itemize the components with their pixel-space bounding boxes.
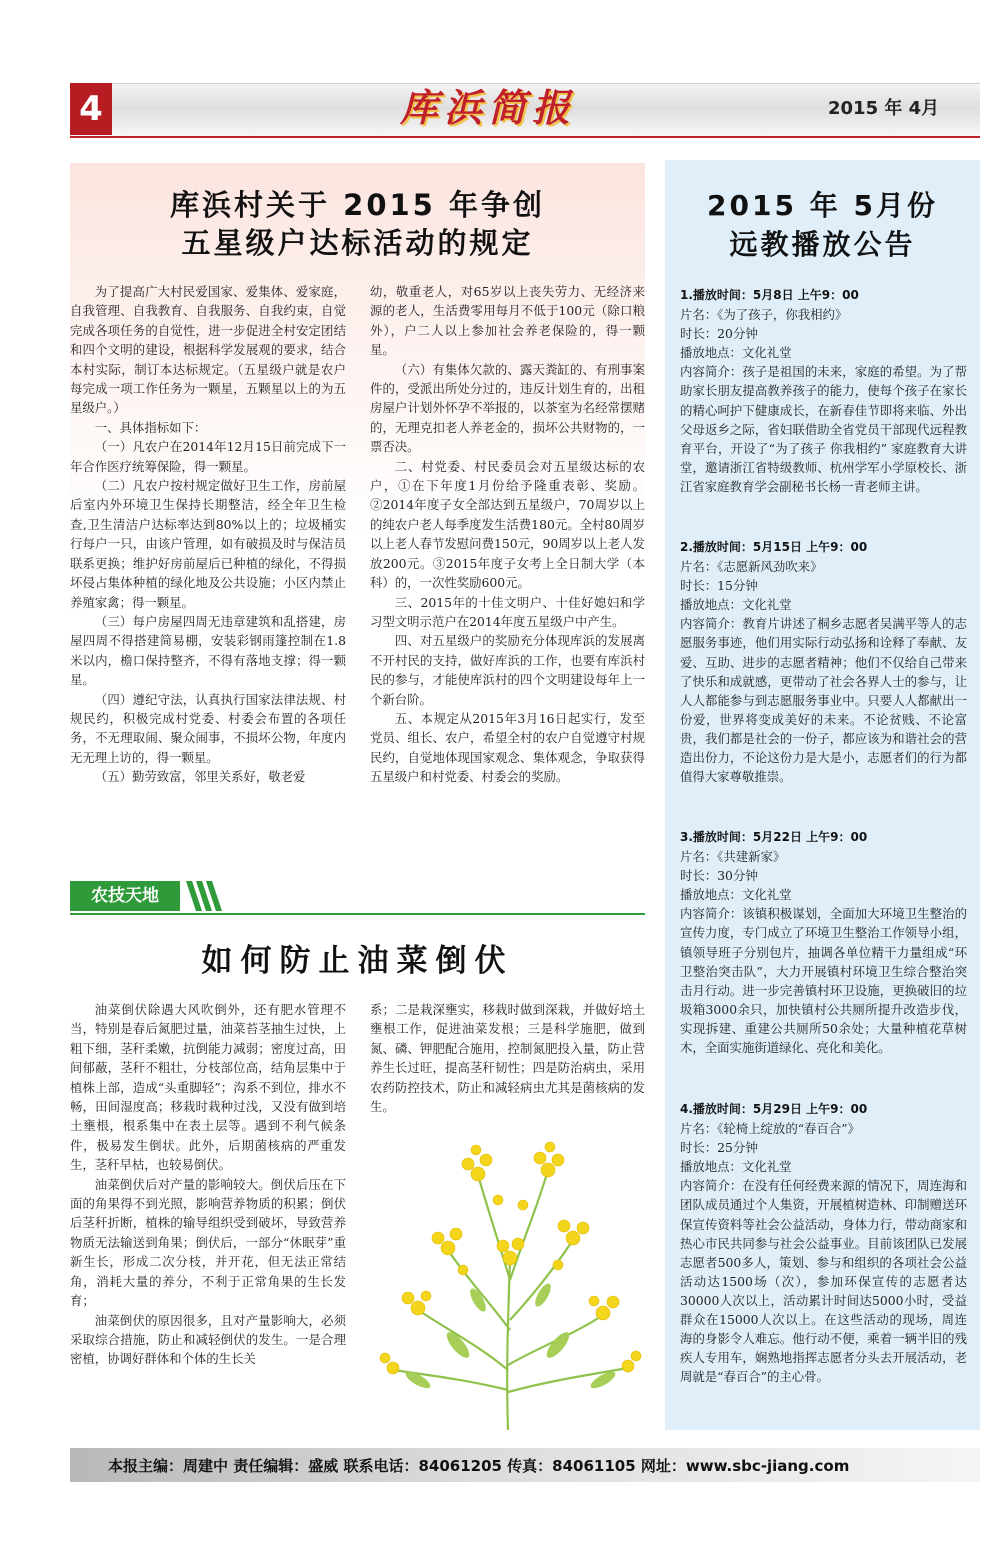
main-article-column-1 <box>70 282 346 852</box>
broadcast-location: 播放地点：文化礼堂 <box>680 887 792 903</box>
paragraph: 幼，敬重老人，对65岁以上丧失劳力、无经济来源的老人，生活费零用每月不低于100元（除口粮外），户二人以上参加社会养老保险的，得一颗星。 <box>370 284 645 358</box>
page-number: 4 <box>70 83 112 135</box>
broadcast-heading: 3.播放时间：5月22日 上午9：00 <box>680 830 868 844</box>
paragraph: 二、村党委、村民委员会对五星级达标的农户，①在下年度1月份给予隆重表彰、奖励。②2014年度子女全部达到五星级户，70周岁以上的纯农户老人每季度发生活费180元。全村80周岁以上老人春节发慰问费150元，90周岁以上老人发放200元。③2015年度子女考上全日制大学（本科）的，一次性奖励600元。 <box>370 458 645 591</box>
paragraph: 四、对五星级户的奖励充分体现库浜的发展离不开村民的支持，做好库浜的工作，也要有库浜村民的参与，才能使库浜村的四个文明建设每年上一个新台阶。 <box>370 633 645 707</box>
paragraph: 一、具体指标如下： <box>94 419 207 435</box>
broadcast-title-line1: 2015 年 5月份 <box>707 189 938 222</box>
rapeseed-article-title: 如何防止油菜倒伏 <box>201 943 514 979</box>
paragraph: 油菜倒伏的原因很多，且对产量影响大，必须采取综合措施，防止和减轻倒伏的发生。一是合理密植，协调好群体和个体的生长关 <box>70 1312 346 1367</box>
paragraph: 油菜倒伏除遇大风吹倒外，还有肥水管理不当，特别是春后氮肥过量，油菜苔茎抽生过快，上粗下细，茎秆柔嫩，抗倒能力减弱；密度过高，田间郁蔽，茎秆不粗壮，分枝部位高，结角层集中于植株上部，造成“头重脚轻”；沟系不到位，排水不畅，田间湿度高；移栽时栽种过浅，又没有做到培土壅根，根系集中在表土层等。遇到不利气候条件，极易发生倒状。此外，后期菌核病的严重发生，茎秆早枯，也较易倒伏。 <box>70 1002 346 1173</box>
broadcast-duration: 时长：20分钟 <box>680 326 758 342</box>
paragraph: 三、2015年的十佳文明户、十佳好媳妇和学习型文明示范户在2014年度五星级户中产生。 <box>370 594 645 629</box>
paragraph: （一）凡农户在2014年12月15日前完成下一年合作医疗统筹保险，得一颗星。 <box>70 439 346 474</box>
masthead-title: 库浜简报 <box>400 85 577 130</box>
broadcast-film: 片名：《轮椅上绽放的“春百合”》 <box>680 1121 860 1137</box>
tag-stripes-decoration <box>184 881 224 911</box>
paragraph: （二）凡农户按村规定做好卫生工作，房前屋后室内外环境卫生保持长期整洁，经全年卫生检查,卫生清洁户达标率达到80%以上的；垃圾桶实行每户一只，由该户管理，如有破损及时与保洁员联系更换；维护好房前屋后已种植的绿化，不得损坏侵占集体种植的绿化地及公共设施；小区内禁止养殖家禽；得一颗星。 <box>70 478 346 610</box>
section-divider <box>70 913 645 915</box>
footer-credits: 本报主编：周建中 责任编辑：盛威 联系电话：84061205 传真：84061105 网址：www.sbc-jiang.com <box>108 1457 850 1475</box>
broadcast-location: 播放地点：文化礼堂 <box>680 345 792 361</box>
header-divider <box>70 136 980 138</box>
main-article-title-line2: 五星级户达标活动的规定 <box>181 226 534 260</box>
paragraph: （六）有集体欠款的、露天粪缸的、有刑事案件的，受派出所处分过的，违反计划生育的，出租房屋户计划外怀孕不举报的，以茶室为名经常摆赌的，无理克扣老人养老金的，损坏公共财物的，一票否决。 <box>370 361 645 455</box>
paragraph: （五）勤劳致富，邻里关系好，敬老爱 <box>94 769 306 785</box>
rapeseed-column-2 <box>370 1000 645 1120</box>
broadcast-film: 片名：《为了孩子，你我相约》 <box>680 307 848 323</box>
broadcast-duration: 时长：25分钟 <box>680 1140 758 1156</box>
main-article-column-2 <box>370 282 645 852</box>
broadcast-heading: 2.播放时间：5月15日 上午9：00 <box>680 540 868 554</box>
broadcast-summary: 内容简介：孩子是祖国的未来，家庭的希望。为了帮助家长朋友提高教养孩子的能力，使每个孩子在家长的精心呵护下健康成长，在新春佳节即将来临、外出父母返乡之际，省妇联借助全省党员干部现代远程教育平台，开设了“为了孩子 你我相约” 家庭教育大讲堂，邀请浙江省特级教师、杭州学军小学原校长、浙江省家庭教育学会副秘书长杨一青老师主讲。 <box>680 364 967 494</box>
paragraph: （四）遵纪守法，认真执行国家法律法规、村规民约，积极完成村党委、村委会布置的各项任务，不无理取闹、聚众闹事，不损坏公物，年度内无无理上访的，得一颗星。 <box>70 691 346 765</box>
broadcast-item-1 <box>680 286 967 496</box>
rapeseed-flower-illustration <box>358 1130 658 1430</box>
broadcast-film: 片名：《志愿新风劲吹来》 <box>680 559 823 575</box>
broadcast-duration: 时长：30分钟 <box>680 868 758 884</box>
broadcast-item-3 <box>680 828 967 1057</box>
broadcast-summary: 内容简介：该镇积极谋划，全面加大环境卫生整治的宣传力度，专门成立了环境卫生整治工作领导小组，镇领导班子分别包片，抽调各单位精干力量组成“环卫整治突击队”，大力开展镇村环境卫生综合整治突击月行动。进一步完善镇村环卫设施，更换破旧的垃圾箱3000余只，加快镇村公共厕所提升改造步伐，实现拆建、重建公共厕所50余处；大量种植花草树木，全面实施街道绿化、亮化和美化。 <box>680 906 967 1056</box>
paragraph: 为了提高广大村民爱国家、爱集体、爱家庭，自我管理、自我教育、自我服务、自我约束，自觉完成各项任务的自觉性，进一步促进全村安定团结和四个文明的建设，根据科学发展观的要求，结合本村实际，制订本达标规定。（五星级户就是农户每完成一项工作任务为一颗星，五颗星以上的为五星级户。） <box>70 284 346 416</box>
paragraph: 油菜倒伏后对产量的影响较大。倒伏后压在下面的角果得不到光照，影响营养物质的积累；倒伏后茎秆折断，植株的输导组织受到破坏，导致营养物质无法输送到角果；倒伏后，一部分“休眠芽”重新生长，形成二次分枝，并开花，但无法正常结角，消耗大量的养分，不利于正常角果的生长发育； <box>70 1176 346 1309</box>
broadcast-location: 播放地点：文化礼堂 <box>680 597 792 613</box>
broadcast-film: 片名：《共建新家》 <box>680 849 786 865</box>
broadcast-heading: 1.播放时间：5月8日 上午9：00 <box>680 288 859 302</box>
broadcast-summary: 内容简介：教育片讲述了桐乡志愿者吴满平等人的志愿服务事迹，他们用实际行动弘扬和诠释了奉献、友爱、互助、进步的志愿者精神；他们不仅给自己带来了快乐和成就感，更带动了社会各界人士的参与，让人人都能参与到志愿服务事业中。只要人人都献出一份爱，世界将变成美好的未来。不论贫贱、不论富贵，我们都是社会的一份子，都应该为和谐社会的营造出份力，不论这份力是大是小，志愿者们的行为都值得大家尊敬推崇。 <box>680 616 967 785</box>
paragraph: 系；二是栽深壅实，移栽时做到深栽，并做好培土壅根工作，促进油菜发根；三是科学施肥，做到氮、磷、钾肥配合施用，控制氮肥投入量，防止营养生长过旺，提高茎秆韧性；四是防治病虫，采用农药防控技术，防止和减轻病虫尤其是菌核病的发生。 <box>370 1002 645 1115</box>
broadcast-item-2 <box>680 538 967 786</box>
main-article-title-line1: 库浜村关于 2015 年争创 <box>170 188 545 222</box>
broadcast-title-line2: 远教播放公告 <box>729 228 916 261</box>
broadcast-summary: 内容简介：在没有任何经费来源的情况下，周连海和团队成员通过个人集资，开展植树造林、印制赠送环保宣传资料等社会公益活动，身体力行，带动商家和热心市民共同参与社会公益事业。目前该团队已发展志愿者500多人，策划、参与和组织的各项社会公益活动达1500场（次），参加环保宣传的志愿者达30000人次以上，活动累计时间达5000小时，受益群众在15000人次以上。在这些活动的现场，周连海的身影令人难忘。他行动不便，乘着一辆半旧的残疾人专用车，娴熟地指挥志愿者分头去开展活动，老周就是“春百合”的主心骨。 <box>680 1178 967 1385</box>
broadcast-duration: 时长：15分钟 <box>680 578 758 594</box>
paragraph: （三）每户房屋四周无违章建筑和乱搭建，房屋四周不得搭建简易棚，安装彩钢雨篷控制在1.8米以内，檐口保持整齐，不得有落地支撑；得一颗星。 <box>70 613 346 688</box>
broadcast-heading: 4.播放时间：5月29日 上午9：00 <box>680 1102 868 1116</box>
broadcast-location: 播放地点：文化礼堂 <box>680 1159 792 1175</box>
section-tag: 农技天地 <box>70 881 180 911</box>
rapeseed-column-1 <box>70 1000 346 1412</box>
paragraph: 五、本规定从2015年3月16日起实行，发至党员、组长、农户，希望全村的农户自觉遵守村规民约，自觉地体现国家观念、集体观念，争取获得五星级户和村党委、村委会的奖励。 <box>370 710 645 785</box>
issue-date: 2015 年 4月 <box>828 98 940 119</box>
broadcast-item-4 <box>680 1100 967 1386</box>
